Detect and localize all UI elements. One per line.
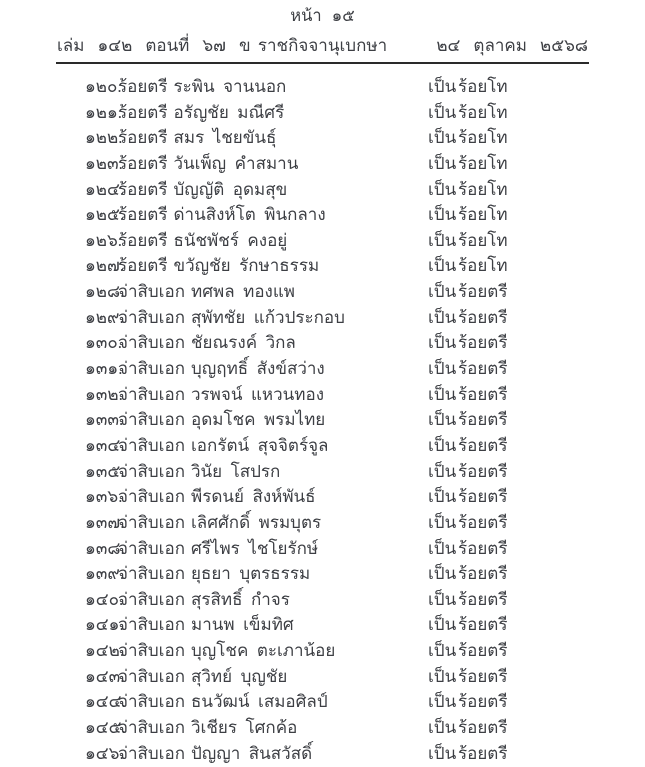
gazette-title: ราชกิจจานุเบกษา (257, 36, 388, 55)
entry-to-word: เป็น (428, 384, 457, 404)
promotion-entry (85, 688, 588, 714)
entry-number: ๑๒๒. (85, 128, 123, 148)
promotion-entry (85, 714, 588, 740)
entry-rank-word: ร้อยตรี (118, 153, 168, 173)
entry-to-word: เป็น (428, 718, 457, 738)
entry-name: วรพจน์ แหวนทอง (191, 384, 325, 404)
entry-name: ธนวัฒน์ เสมอศิลป์ (191, 692, 328, 712)
entry-rank-word: จ่าสิบเอก (118, 435, 185, 455)
promotion-entry (85, 73, 588, 99)
entry-rank-word: จ่าสิบเอก (118, 359, 185, 379)
entry-name: วันเพ็ญ คำสมาน (173, 153, 299, 173)
entry-rank-word: จ่าสิบเอก (118, 512, 185, 532)
promotion-list (85, 73, 588, 765)
entry-new-rank: ร้อยตรี (458, 487, 508, 507)
entry-new-rank: ร้อยตรี (458, 384, 508, 404)
promotion-entry (85, 355, 588, 381)
promotion-entry (85, 124, 588, 150)
entry-number: ๑๔๕. (85, 718, 126, 738)
entry-number: ๑๓๐. (85, 333, 123, 353)
promotion-entry (85, 432, 588, 458)
entry-number: ๑๒๖. (85, 230, 123, 250)
entry-name: ยุธยา บุตรธรรม (191, 564, 311, 584)
promotion-entry (85, 150, 588, 176)
entry-to-word: เป็น (428, 538, 457, 558)
entry-current (118, 509, 428, 536)
promotion-entry (85, 483, 588, 509)
entry-current (118, 560, 428, 587)
entry-current (118, 99, 428, 126)
entry-number: ๑๓๕. (85, 461, 125, 481)
entry-to-word: เป็น (428, 410, 457, 430)
entry-new-rank: ร้อยตรี (458, 615, 508, 635)
volume-number: ๑๔๒ (97, 36, 133, 55)
entry-to-word: เป็น (428, 359, 457, 379)
entry-to-word: เป็น (428, 512, 457, 532)
entry-new-rank: ร้อยตรี (458, 359, 508, 379)
entry-rank-word: จ่าสิบเอก (118, 692, 185, 712)
entry-number: ๑๒๕. (85, 205, 125, 225)
entry-name: เลิศศักดิ์ พรมบุตร (191, 512, 322, 532)
volume-label: เล่ม (57, 36, 85, 55)
entry-new-rank: ร้อยตรี (458, 641, 508, 661)
header-rule (56, 62, 589, 64)
entry-new-rank: ร้อยโท (458, 128, 508, 148)
entry-current (118, 73, 428, 100)
entry-to-word: เป็น (428, 435, 457, 455)
entry-number: ๑๔๐. (85, 589, 124, 609)
entry-to-word: เป็น (428, 307, 457, 327)
part-number: ๖๗ (202, 36, 226, 55)
entry-to-word: เป็น (428, 333, 457, 353)
entry-current (118, 124, 428, 151)
entry-rank-word: จ่าสิบเอก (118, 743, 185, 763)
date-year: ๒๕๖๘ (540, 36, 588, 55)
entry-number: ๑๒๑. (85, 102, 123, 122)
promotion-entry (85, 535, 588, 561)
entry-to-word: เป็น (428, 102, 457, 122)
entry-number: ๑๔๖. (85, 743, 124, 763)
entry-to-word: เป็น (428, 461, 457, 481)
entry-current (118, 278, 428, 305)
entry-to-word: เป็น (428, 282, 457, 302)
promotion-entry (85, 304, 588, 330)
entry-rank-word: ร้อยตรี (118, 205, 168, 225)
entry-rank-word: จ่าสิบเอก (118, 333, 185, 353)
entry-number: ๑๓๒. (85, 384, 123, 404)
page-number: หน้า ๑๕ (290, 6, 355, 25)
entry-to-word: เป็น (428, 77, 457, 96)
entry-number: ๑๒๗. (85, 256, 125, 276)
entry-current (118, 406, 428, 433)
entry-new-rank: ร้อยตรี (458, 307, 508, 327)
entry-name: เอกรัตน์ สุจจิตร์จูล (191, 435, 329, 455)
promotion-entry (85, 611, 588, 637)
entry-current (118, 150, 428, 177)
date-day: ๒๔ (436, 36, 461, 55)
entry-number: ๑๔๓. (85, 666, 125, 686)
entry-name: ด่านสิงห์โต พินกลาง (173, 205, 326, 225)
entry-current (118, 611, 428, 638)
masthead (57, 32, 588, 58)
entry-new-rank: ร้อยโท (458, 179, 508, 199)
entry-number: ๑๓๔. (85, 435, 125, 455)
promotion-entry (85, 663, 588, 689)
entry-rank-word: ร้อยตรี (118, 77, 168, 96)
entry-new-rank: ร้อยตรี (458, 333, 508, 353)
entry-number: ๑๔๒. (85, 641, 125, 661)
entry-name: ระพิน จานนอก (173, 77, 287, 96)
entry-current (118, 740, 428, 767)
entry-new-rank: ร้อยตรี (458, 564, 508, 584)
entry-new-rank: ร้อยโท (458, 256, 508, 276)
entry-name: ศรีไพร ไชโยรักษ์ (191, 538, 319, 558)
entry-new-rank: ร้อยตรี (458, 743, 508, 763)
entry-name: บุญฤทธิ์ สังข์สว่าง (191, 359, 325, 379)
entry-number: ๑๓๘. (85, 538, 125, 558)
entry-name: ชัยณรงค์ วิกล (191, 333, 296, 353)
promotion-entry (85, 176, 588, 202)
entry-rank-word: จ่าสิบเอก (118, 410, 185, 430)
entry-number: ๑๓๓. (85, 410, 124, 430)
entry-new-rank: ร้อยโท (458, 205, 508, 225)
entry-to-word: เป็น (428, 487, 457, 507)
promotion-entry (85, 560, 588, 586)
promotion-entry (85, 458, 588, 484)
entry-to-word: เป็น (428, 128, 457, 148)
promotion-entry (85, 201, 588, 227)
promotion-entry (85, 586, 588, 612)
entry-name: ขวัญชัย รักษาธรรม (173, 256, 320, 276)
entry-name: วินัย โสปรก (191, 461, 281, 481)
entry-current (118, 227, 428, 254)
entry-name: บัญญัติ อุดมสุข (173, 179, 288, 199)
entry-current (118, 329, 428, 356)
entry-rank-word: จ่าสิบเอก (118, 641, 185, 661)
entry-name: สุรสิทธิ์ กำจร (191, 589, 290, 609)
entry-current (118, 252, 428, 279)
entry-current (118, 688, 428, 715)
entry-rank-word: จ่าสิบเอก (118, 564, 185, 584)
entry-name: สมร ไชยขันธุ์ (173, 128, 277, 148)
entry-new-rank: ร้อยตรี (458, 282, 508, 302)
gazette-date (436, 32, 588, 59)
entry-rank-word: ร้อยตรี (118, 230, 168, 250)
entry-number: ๑๔๑. (85, 615, 124, 635)
promotion-entry (85, 252, 588, 278)
entry-name: อรัญชัย มณีศรี (173, 102, 285, 122)
entry-new-rank: ร้อยตรี (458, 538, 508, 558)
entry-current (118, 663, 428, 690)
entry-number: ๑๒๐. (85, 77, 122, 96)
entry-current (118, 201, 428, 228)
entry-rank-word: ร้อยตรี (118, 102, 168, 122)
volume-part-group (57, 32, 251, 59)
entry-number: ๑๒๔. (85, 179, 125, 199)
entry-rank-word: จ่าสิบเอก (118, 615, 185, 635)
entry-new-rank: ร้อยตรี (458, 512, 508, 532)
entry-current (118, 586, 428, 613)
entry-rank-word: จ่าสิบเอก (118, 282, 185, 302)
entry-name: สุพัทชัย แก้วประกอบ (191, 307, 345, 327)
entry-to-word: เป็น (428, 615, 457, 635)
entry-new-rank: ร้อยตรี (458, 435, 508, 455)
entry-number: ๑๒๓. (85, 153, 123, 173)
date-month: ตุลาคม (473, 36, 528, 55)
entry-to-word: เป็น (428, 666, 457, 686)
part-label: ตอนที่ (145, 36, 190, 55)
entry-new-rank: ร้อยโท (458, 102, 508, 122)
entry-number: ๑๒๙. (85, 307, 124, 327)
entry-name: พีรดนย์ สิงห์พันธ์ (191, 487, 316, 507)
entry-current (118, 637, 428, 664)
entry-new-rank: ร้อยตรี (458, 410, 508, 430)
promotion-entry (85, 509, 588, 535)
entry-to-word: เป็น (428, 641, 457, 661)
entry-name: วิเชียร โศกค้อ (191, 718, 298, 738)
entry-number: ๑๓๑. (85, 359, 123, 379)
entry-number: ๑๒๘. (85, 282, 125, 302)
entry-rank-word: จ่าสิบเอก (118, 461, 185, 481)
promotion-entry (85, 278, 588, 304)
entry-new-rank: ร้อยโท (458, 230, 508, 250)
entry-name: ทศพล ทองแพ (191, 282, 296, 302)
entry-to-word: เป็น (428, 256, 457, 276)
promotion-entry (85, 381, 588, 407)
entry-current (118, 535, 428, 562)
promotion-entry (85, 329, 588, 355)
entry-name: อุดมโชค พรมไทย (191, 410, 326, 430)
entry-current (118, 714, 428, 741)
entry-new-rank: ร้อยตรี (458, 589, 508, 609)
entry-current (118, 432, 428, 459)
entry-rank-word: จ่าสิบเอก (118, 307, 185, 327)
promotion-entry (85, 227, 588, 253)
entry-current (118, 304, 428, 331)
entry-current (118, 176, 428, 203)
entry-rank-word: จ่าสิบเอก (118, 718, 185, 738)
promotion-entry (85, 637, 588, 663)
entry-to-word: เป็น (428, 692, 457, 712)
entry-to-word: เป็น (428, 589, 457, 609)
entry-name: ปัญญา สินสวัสดิ์ (191, 743, 313, 763)
entry-rank-word: ร้อยตรี (118, 256, 168, 276)
entry-rank-word: จ่าสิบเอก (118, 589, 185, 609)
entry-new-rank: ร้อยตรี (458, 666, 508, 686)
entry-current (118, 381, 428, 408)
entry-rank-word: จ่าสิบเอก (118, 538, 185, 558)
promotion-entry (85, 740, 588, 766)
entry-name: มานพ เข็มทิศ (191, 615, 294, 635)
promotion-entry (85, 406, 588, 432)
entry-to-word: เป็น (428, 564, 457, 584)
entry-new-rank: ร้อยตรี (458, 692, 508, 712)
entry-number: ๑๓๖. (85, 487, 123, 507)
entry-rank-word: ร้อยตรี (118, 179, 168, 199)
entry-number: ๑๔๔. (85, 692, 126, 712)
entry-to-word: เป็น (428, 205, 457, 225)
entry-number: ๑๓๙. (85, 564, 125, 584)
entry-current (118, 458, 428, 485)
entry-new-rank: ร้อยโท (458, 153, 508, 173)
entry-to-word: เป็น (428, 179, 457, 199)
entry-to-word: เป็น (428, 230, 457, 250)
entry-rank-word: จ่าสิบเอก (118, 666, 185, 686)
entry-rank-word: จ่าสิบเอก (118, 487, 185, 507)
entry-name: ธนัชพัชร์ คงอยู่ (173, 230, 288, 250)
entry-number: ๑๓๗. (85, 512, 125, 532)
entry-to-word: เป็น (428, 743, 457, 763)
entry-name: สุวิทย์ บุญชัย (191, 666, 288, 686)
entry-new-rank: ร้อยตรี (458, 461, 508, 481)
entry-rank-word: ร้อยตรี (118, 128, 168, 148)
entry-current (118, 483, 428, 510)
entry-current (118, 355, 428, 382)
entry-rank-word: จ่าสิบเอก (118, 384, 185, 404)
entry-to-word: เป็น (428, 153, 457, 173)
entry-name: บุญโชค ตะเภาน้อย (191, 641, 336, 661)
promotion-entry (85, 99, 588, 125)
section-letter: ข (238, 36, 251, 55)
entry-new-rank: ร้อยตรี (458, 718, 508, 738)
entry-new-rank: ร้อยโท (458, 77, 508, 96)
